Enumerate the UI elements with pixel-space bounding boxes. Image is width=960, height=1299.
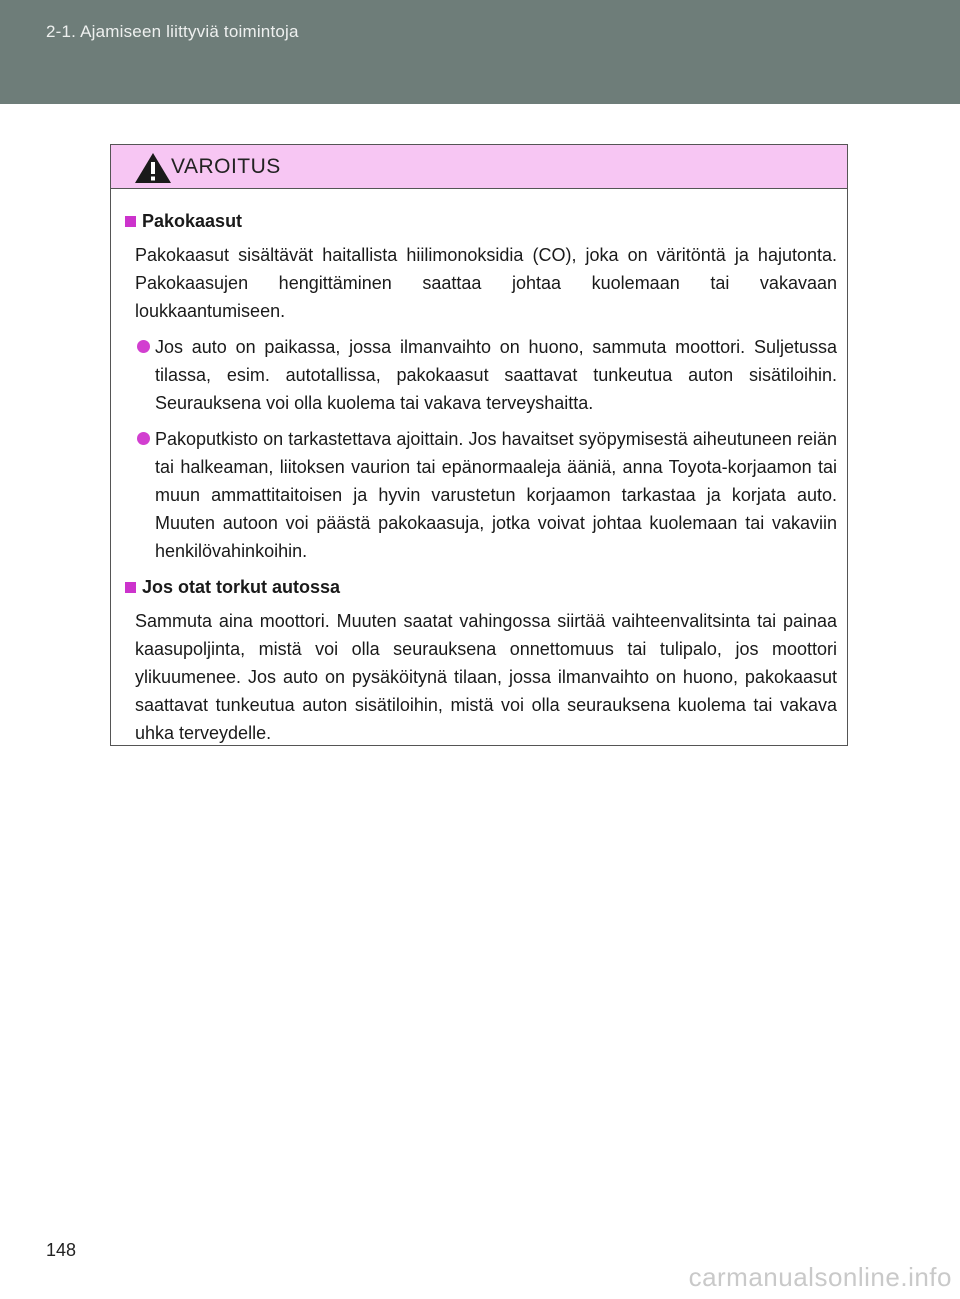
- page-number: 148: [46, 1240, 77, 1260]
- section-title: [125, 573, 837, 601]
- page-header: [0, 0, 960, 104]
- section-title-text: Pakokaasut: [142, 211, 243, 231]
- warning-triangle-icon: [133, 151, 173, 185]
- warning-box: [110, 144, 848, 746]
- section-paragraph: Pakokaasut sisältävät haitallista hiilimonoksidia (CO), joka on väritöntä ja hajutonta. Pakokaasujen hengittäminen saattaa johtaa kuolemaan tai vakavaan loukkaantumiseen.: [135, 245, 837, 321]
- bullet-text: Jos auto on paikassa, jossa ilmanvaihto on huono, sammuta moottori. Suljetussa tilassa, esim. autotallissa, pakokaasut saattavat tunkeutua auton sisätiloihin. Seurauksena voi olla kuolema tai vakava terveyshaitta.: [155, 337, 837, 413]
- warning-title: VAROITUS: [171, 155, 281, 178]
- watermark: carmanualsonline.info: [688, 1262, 952, 1292]
- square-bullet-icon: [125, 216, 136, 227]
- bullet-item: [155, 333, 837, 417]
- chapter-title: 2-1. Ajamiseen liittyviä toimintoja: [46, 22, 299, 41]
- warning-header: [111, 145, 847, 189]
- section-title-text: Jos otat torkut autossa: [142, 577, 341, 597]
- circle-bullet-icon: [137, 340, 150, 353]
- bullet-text: Pakoputkisto on tarkastettava ajoittain. Jos havaitset syöpymisestä aiheutuneen reiän tai halkeaman, liitoksen vaurion tai epänormaaleja ääniä, anna Toyota-korjaamon tai muun ammattitaitoisen ja hyvin varustetun korjaamon tarkastaa ja korjata auto. Muuten autoon voi päästä pakokaasuja, jotka voivat johtaa kuolemaan tai vakaviin henkilövahinkoihin.: [155, 429, 837, 561]
- circle-bullet-icon: [137, 432, 150, 445]
- warning-content: [111, 189, 847, 747]
- section-title: [125, 207, 837, 235]
- square-bullet-icon: [125, 582, 136, 593]
- bullet-item: [155, 425, 837, 565]
- section-paragraph: Sammuta aina moottori. Muuten saatat vahingossa siirtää vaihteenvalitsinta tai painaa kaasupoljinta, mistä voi olla seurauksena onnettomuus tai tulipalo, jos moottori ylikuumenee. Jos auto on pysäköitynä tilaan, jossa ilmanvaihto on huono, pakokaasut saattavat tunkeutua auton sisätiloihin, mistä voi olla seurauksena kuolema tai vakava uhka terveydelle.: [135, 611, 837, 743]
